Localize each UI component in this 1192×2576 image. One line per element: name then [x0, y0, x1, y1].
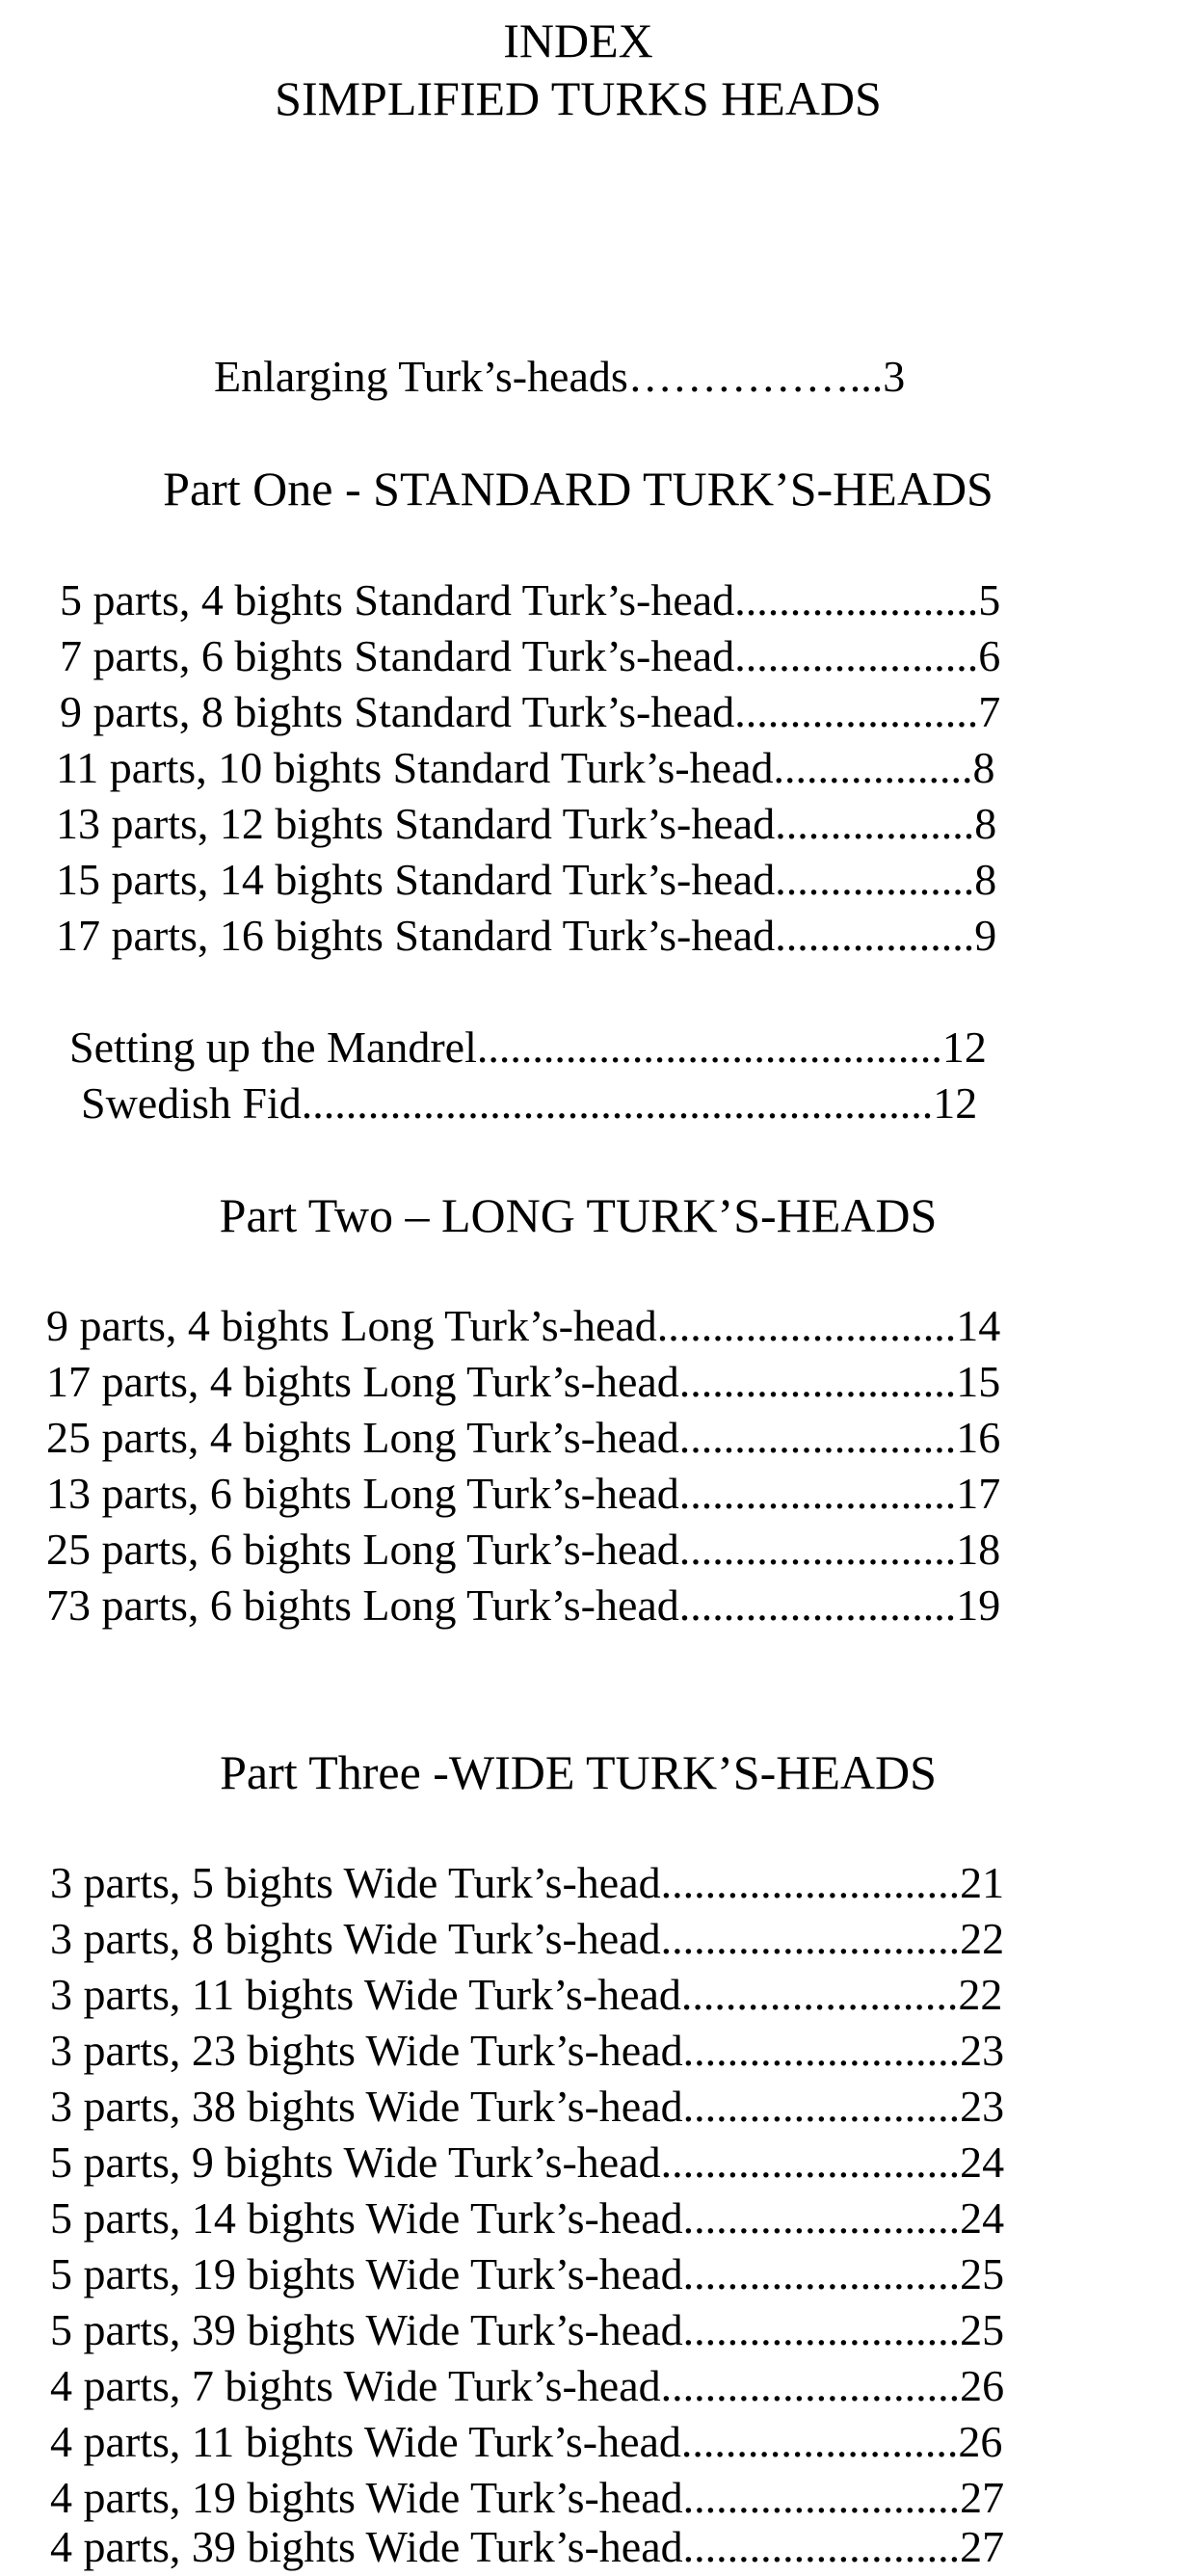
- toc-entry: 13 parts, 6 bights Long Turk’s-head.........................17: [46, 1469, 1001, 1518]
- toc-entry: 4 parts, 11 bights Wide Turk’s-head.........................26: [50, 2417, 1003, 2466]
- index-title: INDEX: [503, 13, 653, 67]
- toc-entry: 4 parts, 19 bights Wide Turk’s-head.........................27: [50, 2473, 1005, 2522]
- toc-entry: 17 parts, 4 bights Long Turk’s-head.........................15: [46, 1357, 1001, 1406]
- toc-entry: 5 parts, 4 bights Standard Turk’s-head......................5: [60, 575, 1001, 624]
- toc-entry: 4 parts, 39 bights Wide Turk’s-head.........................27: [50, 2522, 1005, 2571]
- toc-entry-enlarging: Enlarging Turk’s-heads……………...3: [214, 352, 906, 401]
- toc-entry: 11 parts, 10 bights Standard Turk’s-head..................8: [56, 743, 995, 792]
- toc-entry-mandrel: Setting up the Mandrel..........................................12: [69, 1022, 987, 1072]
- toc-entry: 3 parts, 23 bights Wide Turk’s-head.........................23: [50, 2026, 1005, 2075]
- toc-entry: 9 parts, 4 bights Long Turk’s-head...........................14: [46, 1301, 1001, 1350]
- toc-entry: 5 parts, 19 bights Wide Turk’s-head.........................25: [50, 2249, 1005, 2298]
- toc-entry-swedish-fid: Swedish Fid.........................................................12: [81, 1078, 978, 1128]
- toc-entry: 5 parts, 39 bights Wide Turk’s-head.........................25: [50, 2305, 1005, 2354]
- toc-entry: 9 parts, 8 bights Standard Turk’s-head......................7: [60, 687, 1001, 736]
- part-three-heading: Part Three -WIDE TURK’S-HEADS: [220, 1745, 937, 1799]
- toc-entry: 3 parts, 11 bights Wide Turk’s-head.........................22: [50, 1970, 1003, 2019]
- toc-entry: 17 parts, 16 bights Standard Turk’s-head..................9: [56, 911, 997, 960]
- toc-entry: 4 parts, 7 bights Wide Turk’s-head...........................26: [50, 2361, 1005, 2410]
- toc-entry: 15 parts, 14 bights Standard Turk’s-head..................8: [56, 855, 997, 904]
- part-two-heading: Part Two – LONG TURK’S-HEADS: [219, 1188, 938, 1242]
- part-one-heading: Part One - STANDARD TURK’S-HEADS: [163, 462, 993, 516]
- toc-entry: 3 parts, 5 bights Wide Turk’s-head...........................21: [50, 1858, 1005, 1907]
- toc-entry: 73 parts, 6 bights Long Turk’s-head.........................19: [46, 1580, 1001, 1630]
- toc-entry: 7 parts, 6 bights Standard Turk’s-head......................6: [60, 631, 1001, 680]
- toc-entry: 5 parts, 14 bights Wide Turk’s-head.........................24: [50, 2193, 1005, 2243]
- toc-entry: 3 parts, 38 bights Wide Turk’s-head.........................23: [50, 2082, 1005, 2131]
- document-title: SIMPLIFIED TURKS HEADS: [275, 71, 882, 125]
- toc-entry: 25 parts, 6 bights Long Turk’s-head.........................18: [46, 1525, 1001, 1574]
- toc-entry: 13 parts, 12 bights Standard Turk’s-head..................8: [56, 799, 997, 848]
- toc-entry: 3 parts, 8 bights Wide Turk’s-head...........................22: [50, 1914, 1005, 1963]
- toc-entry: 25 parts, 4 bights Long Turk’s-head.........................16: [46, 1413, 1001, 1462]
- toc-entry: 5 parts, 9 bights Wide Turk’s-head...........................24: [50, 2138, 1005, 2187]
